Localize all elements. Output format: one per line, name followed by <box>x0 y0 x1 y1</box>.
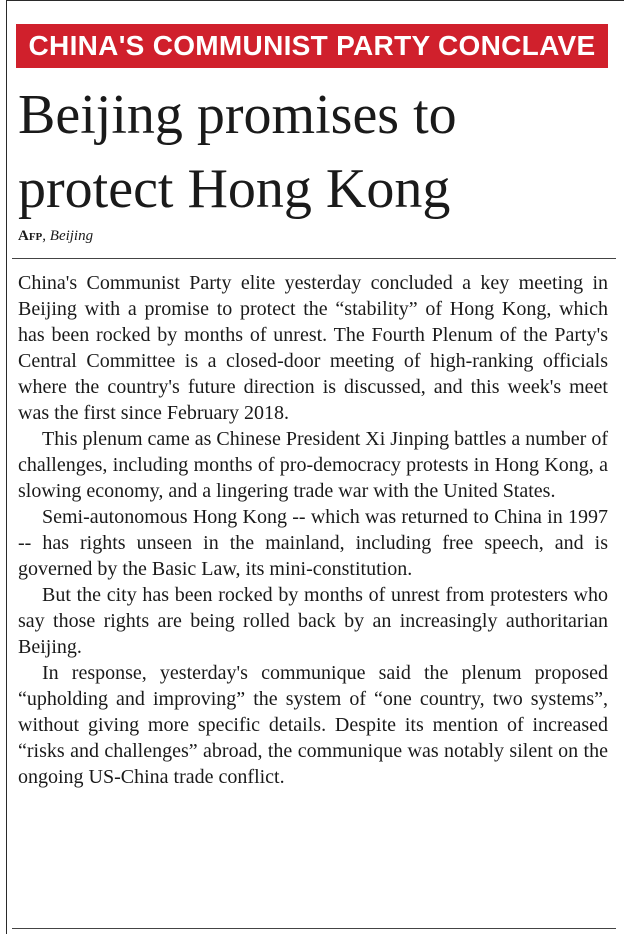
byline-separator: , <box>42 228 50 244</box>
byline-divider <box>12 258 616 259</box>
article-body <box>18 270 608 790</box>
section-kicker-banner <box>16 24 608 68</box>
body-paragraph-5: In response, yesterday's communique said the plenum proposed “upholding and improving” the system of “one country, two systems”, without giving more specific details. Despite its mention of increased “risks and challenges” abroad, the communique was notably silent on the ongoing US-China trade conflict. <box>18 662 608 788</box>
byline <box>18 228 93 245</box>
body-paragraph-3: Semi-autonomous Hong Kong -- which was returned to China in 1997 -- has rights unseen in the mainland, including free speech, and is governed by the Basic Law, its mini-constitution. <box>18 506 608 580</box>
left-column-rule <box>6 0 7 934</box>
article-headline: Beijing promises to protect Hong Kong <box>18 84 457 220</box>
bottom-divider <box>12 928 616 929</box>
byline-agency: Afp <box>18 228 43 244</box>
byline-dateline: Beijing <box>49 228 94 244</box>
body-paragraph-1: China's Communist Party elite yesterday concluded a key meeting in Beijing with a promise to protect the “stability” of Hong Kong, which has been rocked by months of unrest. The Fourth Plenum of the Party's Central Committee is a closed-door meeting of high-ranking officials where the country's future direction is discussed, and this week's meet was the first since February 2018. <box>18 272 608 424</box>
body-paragraph-4: But the city has been rocked by months of unrest from protesters who say those rights are being rolled back by an increasingly authoritarian Beijing. <box>18 584 608 658</box>
kicker-label: CHINA'S COMMUNIST PARTY CONCLAVE <box>28 30 596 61</box>
top-column-rule <box>6 0 624 1</box>
body-paragraph-2: This plenum came as Chinese President Xi Jinping battles a number of challenges, including months of pro-democracy protests in Hong Kong, a slowing economy, and a lingering trade war with the United States. <box>18 428 608 502</box>
